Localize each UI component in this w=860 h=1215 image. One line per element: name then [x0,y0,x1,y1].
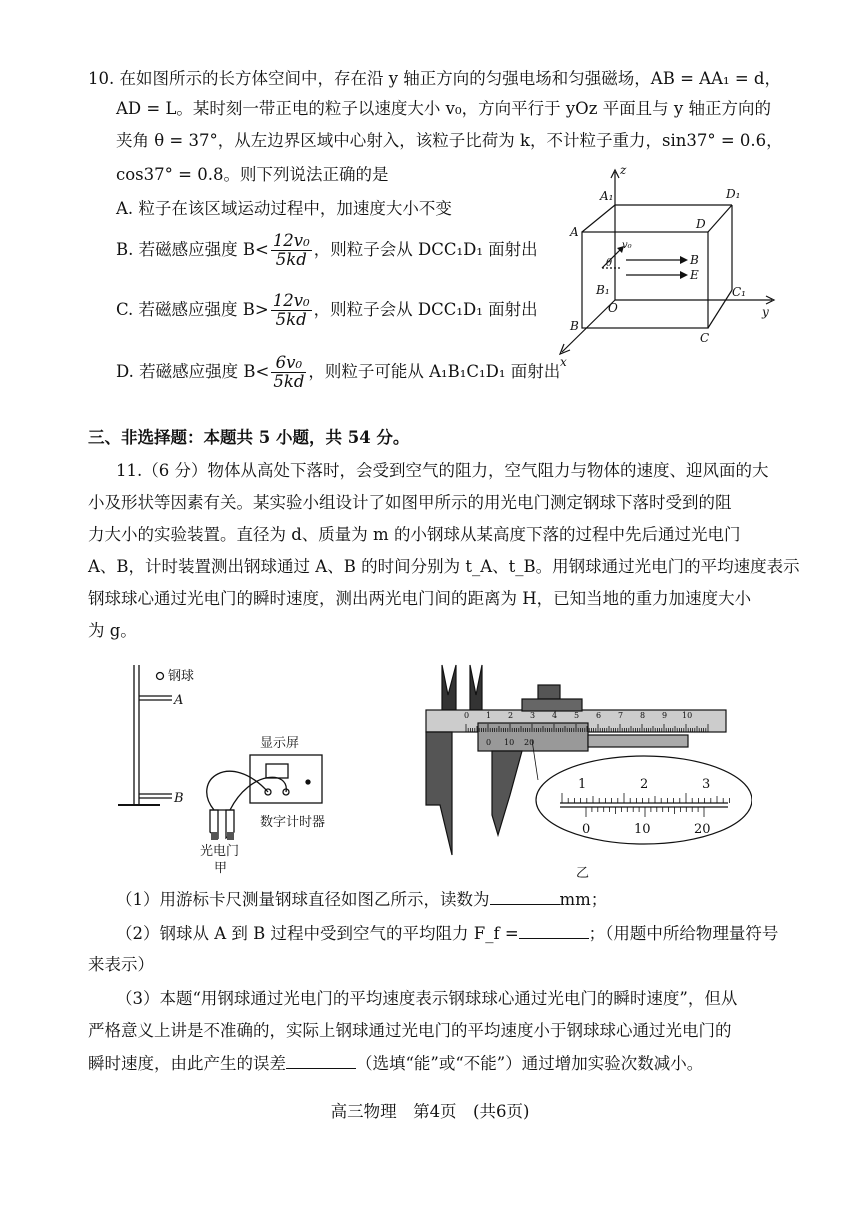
steel-ball [157,673,164,680]
label-x: x [560,355,567,369]
section-heading: 三、非选择题：本题共 5 小题，共 54 分。 [88,428,410,447]
label-timer: 数字计时器 [260,815,326,830]
zoom-main-label: 1 [578,777,587,792]
main-label: 10 [682,711,693,720]
vernier-label: 10 [504,738,515,747]
q10-stem-line2: AD = L。某时刻一带正电的粒子以速度大小 v₀，方向平行于 yOz 平面且与 y 轴正方向的 [116,99,771,118]
q10-option-b: B. 若磁感应强度 B< $\frac{\text{12v₀}}{5kd}$ ，则粒子会从 DCC₁D₁ 面射出 [116,231,538,269]
label-C1: C₁ [732,285,746,299]
q10-option-c: C. 若磁感应强度 B> $\frac{\text{12v₀}}{5kd}$ ，则粒子会从 DCC₁D₁ 面射出 [116,291,538,329]
main-label: 4 [552,711,558,720]
main-label: 9 [662,711,668,720]
q11-line1: 11.（6 分）物体从高处下落时，会受到空气的阻力，空气阻力与物体的速度、迎风面的大 [116,461,769,480]
label-C: C [700,331,710,345]
q10-option-a: A. 粒子在该区域运动过程中，加速度大小不变 [116,199,452,218]
main-label: 3 [530,711,536,720]
label-A1: A₁ [600,189,614,203]
zoom-vernier-label: 10 [634,822,651,837]
upper-jaw-movable [470,665,482,710]
e-field-arrowhead [680,271,688,279]
screw-base [522,699,582,711]
q10-cuboid-figure [540,160,790,370]
label-gate-a: A [174,693,184,708]
depth-rod [588,735,688,747]
q11-line2: 小及形状等因素有关。某实验小组设计了如图甲所示的用光电门测定钢球下落时受到的阻 [88,493,732,512]
answer-blank-2[interactable] [519,922,589,939]
sub-question-1: （1）用游标卡尺测量钢球直径如图乙所示，读数为 mm； [116,890,608,909]
caption-yi: 乙 [576,866,590,880]
zoom-vernier-label: 20 [694,822,711,837]
fraction-12v0-5kd: $\frac{\text{12v₀}}{5kd}$ [272,291,310,329]
main-label: 1 [486,711,492,720]
sub-question-3-line2: 严格意义上讲是不准确的，实际上钢球通过光电门的平均速度小于钢球球心通过光电门的 [88,1021,732,1040]
label-y: y [762,305,769,319]
power-dot [306,780,310,784]
figure-yi-caliper [412,655,752,880]
wire-1 [207,771,268,810]
answer-blank-3[interactable] [286,1052,356,1069]
gate-foot-left [211,832,218,840]
edge-D-D1 [708,205,732,232]
label-screen: 显示屏 [260,736,300,751]
sub-question-3-line1: （3）本题“用钢球通过光电门的平均速度表示钢球球心通过光电门的瞬时速度”，但从 [116,989,738,1008]
label-A: A [570,225,579,239]
label-e-field: E [690,268,699,282]
label-v0: v₀ [622,240,632,251]
main-label: 7 [618,711,624,720]
zoom-main-label: 3 [702,777,711,792]
label-b-field: B [690,253,699,267]
main-label: 6 [596,711,602,720]
label-z: z [620,163,627,177]
label-B: B [570,319,579,333]
main-label: 5 [574,711,580,720]
caption-jia: 甲 [214,861,228,875]
page-footer: 高三物理 第4页 (共6页) [330,1102,530,1121]
sub-question-2-cont: 来表示） [88,955,154,974]
vernier-label: 20 [524,738,535,747]
zoom-vernier-label: 0 [582,822,591,837]
q10-option-d: D. 若磁感应强度 B< $\frac{\text{6v₀}}{5kd}$ ，则粒子可能从 A₁B₁C₁D₁ 面射出 [116,353,561,391]
thumb-screw [538,685,560,699]
label-O: O [608,301,618,315]
b-field-arrowhead [680,256,688,264]
q10-stem-line3: 夹角 θ = 37°，从左边界区域中心射入，该粒子比荷为 k，不计粒子重力，sin37° = 0.6， [116,131,783,150]
main-label: 2 [508,711,514,720]
lower-jaw-movable [492,751,522,835]
q11-line3: 力大小的实验装置。直径为 d、质量为 m 的小钢球从某高度下落的过程中先后通过光电门 [88,525,741,544]
figure-jia-apparatus [110,660,360,875]
main-label: 0 [464,711,470,720]
lower-jaw-fixed [426,732,452,855]
upper-jaw-fixed [442,665,456,710]
q11-paragraph [88,460,800,660]
q11-line4: A、B，计时装置测出钢球通过 A、B 的时间分别为 t_A、t_B。用钢球通过光电门的平均速度表示 [88,557,800,576]
label-gate-b: B [174,791,184,806]
label-theta: θ [606,258,613,269]
answer-blank-1[interactable] [490,888,560,905]
label-D: D [696,217,706,231]
fraction-6v0-5kd: $\frac{\text{6v₀}}{5kd}$ [273,353,305,391]
edge-C-C1 [708,290,732,328]
vernier-label: 0 [486,738,492,747]
main-label: 8 [640,711,646,720]
zoom-main-label: 2 [640,777,649,792]
label-D1: D₁ [726,187,741,201]
gate-foot-right [227,832,234,840]
q10-stem-line1: 10. 在如图所示的长方体空间中，存在沿 y 轴正方向的匀强电场和匀强磁场，AB = AA₁ = d， [88,69,781,88]
label-ball: 钢球 [168,669,195,684]
sub-question-3-line3: 瞬时速度，由此产生的误差 （选填“能”或“不能”）通过增加实验次数减小。 [88,1054,704,1073]
q10-stem-line4: cos37° = 0.8。则下列说法正确的是 [116,165,389,184]
q11-line5: 钢球球心通过光电门的瞬时速度，测出两光电门间的距离为 H，已知当地的重力加速度大小 [88,589,752,608]
q11-subquestions [88,888,788,1088]
label-gate: 光电门 [200,844,240,859]
display-screen [266,764,288,778]
q11-line6: 为 g。 [88,621,137,640]
label-B1: B₁ [596,283,610,297]
fraction-12v0-5kd: $\frac{\text{12v₀}}{5kd}$ [272,231,310,269]
sub-question-2: （2）钢球从 A 到 B 过程中受到空气的平均阻力 F_f = ；（用题中所给物理量符号 [116,924,779,943]
edge-A-A1 [582,205,615,232]
